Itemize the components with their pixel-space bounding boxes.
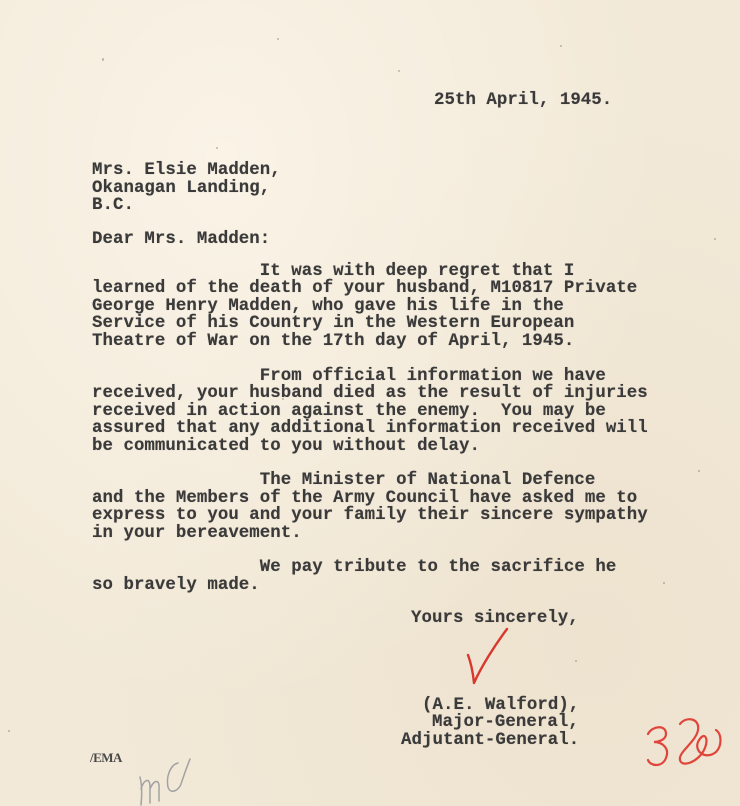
- paragraph-line: From official information we have: [92, 367, 606, 386]
- paper-speck: [560, 45, 562, 47]
- paragraph-line: received, your husband died as the result of injuries: [92, 384, 648, 403]
- paragraph-line: Service of his Country in the Western European: [92, 314, 575, 333]
- recipient-name: Mrs. Elsie Madden,: [92, 161, 281, 180]
- paper-speck: [277, 38, 279, 40]
- signatory-rank: Major-General,: [432, 713, 579, 732]
- paper-speck: [216, 147, 218, 149]
- paragraph-line: assured that any additional information received will: [92, 419, 648, 438]
- paper-speck: [663, 582, 665, 584]
- handwritten-page-number: [640, 712, 730, 772]
- paragraph-line: and the Members of the Army Council have asked me to: [92, 489, 638, 508]
- paper-speck: [714, 238, 716, 240]
- paper-speck: [102, 58, 104, 61]
- paragraph-line: Theatre of War on the 17th day of April, 1945.: [92, 332, 575, 351]
- paragraph-line: so bravely made.: [92, 576, 260, 595]
- salutation: Dear Mrs. Madden:: [92, 230, 271, 249]
- recipient-locality: Okanagan Landing,: [92, 179, 271, 198]
- paper-speck: [8, 730, 10, 732]
- paragraph-line: It was with deep regret that I: [92, 262, 575, 281]
- paper-speck: [398, 70, 400, 72]
- paragraph-line: be communicated to you without delay.: [92, 437, 480, 456]
- signatory-title: Adjutant-General.: [401, 731, 580, 750]
- signatory-name: (A.E. Walford),: [422, 696, 580, 715]
- paragraph-line: express to you and your family their sincere sympathy: [92, 506, 648, 525]
- paragraph-line: George Henry Madden, who gave his life in the: [92, 297, 564, 316]
- paper-speck: [698, 470, 700, 472]
- recipient-province: B.C.: [92, 196, 134, 215]
- paragraph-line: learned of the death of your husband, M10817 Private: [92, 279, 638, 298]
- paragraph-line: received in action against the enemy. You may be: [92, 402, 606, 421]
- pencil-initials-mark: [130, 755, 200, 806]
- paragraph-line: in your bereavement.: [92, 524, 302, 543]
- letter-date: 25th April, 1945.: [434, 91, 613, 110]
- reference-initials: /EMA: [90, 750, 122, 765]
- paper-speck: [575, 660, 577, 662]
- red-check-mark-icon: [465, 625, 515, 690]
- paragraph-line: The Minister of National Defence: [92, 471, 596, 490]
- paragraph-line: We pay tribute to the sacrifice he: [92, 558, 617, 577]
- closing: Yours sincerely,: [411, 609, 579, 628]
